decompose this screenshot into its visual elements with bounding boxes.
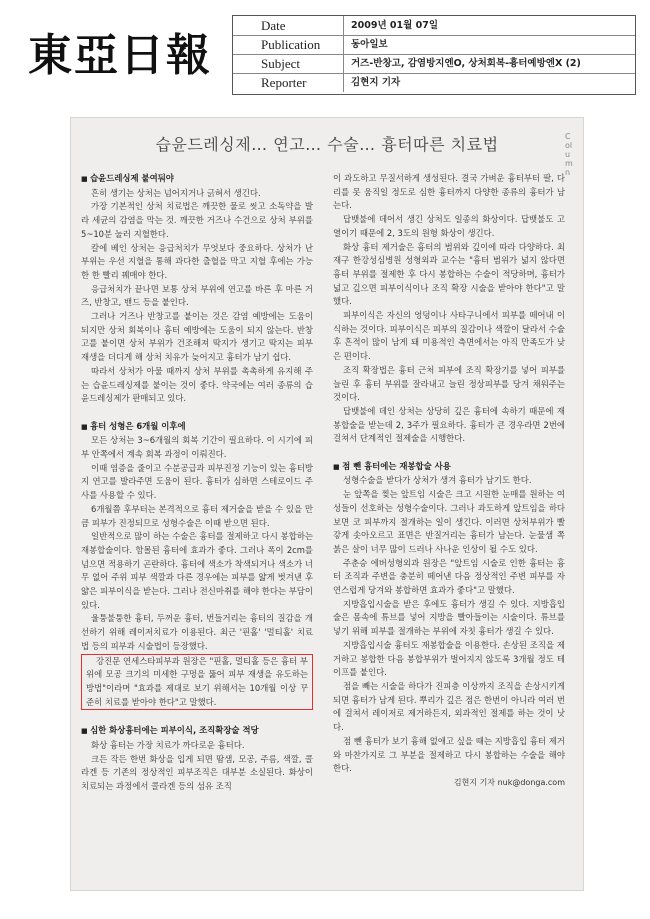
paragraph: 답뱃불에 데인 상처는 상당히 깊은 흉터에 속하기 때문에 재봉합술을 받는데 2, 3주가 필요하다. 흉터가 큰 경우라면 2번에 걸쳐서 단계적인 절제술을 시행한다. — [333, 405, 565, 444]
publication-value: 동아일보 — [351, 39, 388, 50]
paragraph: 눈 앞쪽을 찢는 앞트임 시술은 크고 시원한 눈매를 원하는 여성들이 선호하는 성형수술이다. 그러나 과도하게 앞트임을 하다 보면 코 피부까지 절개하는 일이 생긴다. 이러면 상처부위가 빨갛게 솟아오르고 표면은 반질거리는 흉터가 남는다. 눈물샘 쪽 붉은 살이 너무 많이 드러나 사나운 인상이 될 수도 있다. — [333, 489, 565, 554]
article-title: 습윤드레싱제… 연고… 수술… 흉터따른 치료법 — [155, 135, 499, 154]
paragraph: 칼에 베인 상처는 응급처치가 무엇보다 중요하다. 상처가 난 부위는 우선 지혈을 통해 과다한 출혈을 막고 지혈 후에는 가능한 한 빨리 꿰매야 한다. — [81, 242, 313, 280]
paragraph: 지방흡입시술을 받은 후에도 흉터가 생길 수 있다. 지방흡입술은 몸속에 튜브를 넣어 지방을 빨아들이는 시술이다. 튜브를 넣기 위해 피부를 절개하는 부위에 자칫 흉터가 생길 수 있다. — [333, 598, 565, 637]
paragraph: 답뱃불에 데어서 생긴 상처도 일종의 화상이다. 답뱃불도 고열이기 때문에 2, 3도의 원형 화상이 생긴다. — [333, 214, 565, 238]
paragraph: 지방흡입시술 흉터도 재봉합술을 이용한다. 손상된 조직을 제거하고 봉합한 다음 봉합부위가 벌어지지 않도록 3개월 정도 테이프를 붙인다. — [333, 639, 565, 678]
reporter-label: Reporter — [261, 75, 307, 90]
paragraph-gap — [81, 406, 313, 420]
publication-row — [233, 35, 635, 55]
paragraph: 화상 흉터는 가장 치료가 까다로운 흉터다. — [91, 739, 245, 750]
reporter-row — [233, 73, 635, 92]
paragraph: 이때 염증을 줄이고 수분공급과 피부진정 기능이 있는 흉터방지 연고를 발라주면 도움이 된다. 흉터가 심하면 스테로이드 주사를 사용할 수 있다. — [81, 462, 313, 501]
paragraph: 흔히 생기는 상처는 넘어지거나 긁혀서 생긴다. — [91, 187, 261, 198]
byline: 김현지 기자 nuk@donga.com — [453, 777, 565, 787]
subject-value: 거즈-반창고, 감염방지엔O, 상처회복-흉터예방엔X (2) — [351, 58, 581, 69]
info-header-table — [232, 15, 636, 95]
reporter-value: 김현지 기자 — [351, 77, 401, 88]
subject-row — [233, 54, 635, 74]
paragraph: 이 과도하고 무질서하게 생성된다. 결국 가벼운 흉터부터 팔, 다리를 못 움직일 정도로 심한 흉터까지 다양한 종류의 흉터가 남는다. — [333, 173, 565, 211]
subheading: ■ 점 뺀 흉터에는 재봉합술 사용 — [333, 460, 565, 475]
paragraph: 모든 상처는 3~6개월의 회복 기간이 필요하다. 이 시기에 피부 안쪽에서 계속 회복 과정이 이뤄진다. — [81, 435, 313, 460]
paragraph: 피부이식은 자신의 엉덩이나 사타구니에서 피부를 떼어내 이식하는 것이다. 피부이식은 피부의 질감이나 색깔이 달라서 수술 후 흔적이 많이 남게 돼 미용적인 측면에서는 아직 만족도가 낮은 편이다. — [333, 310, 565, 362]
paragraph-gap — [81, 710, 313, 724]
subheading: ■ 습윤드레싱제 붙여둬야 — [81, 172, 313, 187]
right-column — [333, 172, 565, 790]
subject-label: Subject — [261, 56, 300, 71]
paragraph: 성형수술을 받다가 상처가 생겨 흉터가 남기도 한다. — [343, 475, 532, 486]
paragraph: 크든 작든 한번 화상을 입게 되면 땀샘, 모공, 주름, 색깔, 콜라겐 등 기존의 정상적인 피부조직은 대부분 소실된다. 화상이 치료되는 과정에서 콜라겐 등의 섬유 조직 — [81, 753, 313, 791]
vertical-mark: Column — [565, 132, 573, 177]
newspaper-logo: 東亞日報 — [28, 30, 212, 81]
paragraph: 울퉁불퉁한 흉터, 두꺼운 흉터, 번들거리는 흉터의 질감을 개선하기 위해 레이저치료가 이용된다. 최근 '핀홀' '멀티홀' 치료법 등의 피부과 시술법이 등장했다. — [81, 613, 313, 651]
paragraph: 6개월쯤 후부터는 본격적으로 흉터 제거술을 받을 수 있을 만큼 피부가 진정되므로 성형수술은 이때 받으면 된다. — [81, 503, 313, 528]
date-row — [233, 16, 635, 36]
left-column — [81, 172, 313, 794]
publication-label: Publication — [261, 37, 321, 52]
highlighted-quote: 강진문 연세스타피부과 원장은 "핀홀, 멀티홀 등은 흉터 부위에 모공 크기의 미세한 구멍을 뚫어 피부 재생을 유도하는 방법"이라며 "효과를 제대로 보기 위해서는 10개월 이상 꾸준히 치료를 받아야 한다"고 말했다. — [81, 654, 313, 711]
paragraph: 일반적으로 많이 하는 수술은 흉터를 절제하고 다시 봉합하는 재봉합술이다. 함몰된 흉터에 효과가 좋다. 그러나 폭이 2cm를 넘으면 적용하기 곤란하다. 흉터에 색소가 착색되거나 색소가 너무 없어 주위 피부 색깔과 다른 경우에는 피부를 얇게 벗겨낸 후 얇은 피부이식을 받는다. 그러나 전신마취를 해야 한다는 부담이 있다. — [81, 531, 313, 610]
paragraph-gap — [333, 446, 565, 460]
date-value: 2009년 01월 07일 — [351, 20, 439, 31]
paragraph: 응급처치가 끝나면 보통 상처 부위에 연고를 바른 후 마른 거즈, 반창고, 밴드 등을 붙인다. — [81, 283, 313, 308]
paragraph: 주춘승 에버성형외과 원장은 "앞트임 시술로 인한 흉터는 흉터 조직과 주변을 충분히 떼어낸 다음 정상적인 주변 피부를 자연스럽게 당겨와 봉합하면 효과가 좋다"고 말했다. — [333, 557, 565, 596]
paragraph: 가장 기본적인 상처 치료법은 깨끗한 물로 씻고 소독약을 발라 세균의 감염을 막는 것. 깨끗한 거즈나 수건으로 상처 부위를 5~10분 눌러 지혈한다. — [81, 201, 313, 239]
subheading: ■ 심한 화상흉터에는 피부이식, 조직확장술 적당 — [81, 724, 313, 739]
article-clipping — [70, 117, 584, 891]
subheading: ■ 흉터 성형은 6개월 이후에 — [81, 420, 313, 435]
paragraph: 화상 흉터 제거술은 흉터의 범위와 깊이에 따라 다양하다. 최재구 한강성심병원 성형외과 교수는 "흉터 범위가 넓지 않다면 흉터 부위를 절제한 후 다시 봉합하는 수술이 적당하며, 흉터가 넓고 깊으면 피부이식이나 조직 확장 시술을 받아야 한다"고 말했다. — [333, 241, 565, 307]
paragraph: 점을 빼는 시술을 하다가 진피층 이상까지 조직을 손상시키게 되면 흉터가 남게 된다. 뿌리가 깊은 점은 한번이 아니라 여러 번에 걸쳐서 레이저로 제거하든지, 외과적인 절제를 하는 것이 낫다. — [333, 681, 565, 733]
paragraph: 그러나 거즈나 반창고를 붙이는 것은 감염 예방에는 도움이 되지만 상처 회복이나 흉터 예방에는 도움이 되지 않는다. 반창고를 붙이면 상처 부위가 건조해져 딱지가 생기고 딱지는 피부 재생을 더디게 해 상처 치유가 늦어지고 흉터가 남기 쉽다. — [81, 311, 313, 363]
date-label: Date — [261, 18, 286, 33]
paragraph: 따라서 상처가 아물 때까지 상처 부위를 촉촉하게 유지해 주는 습윤드레싱제를 붙이는 것이 좋다. 약국에는 여러 종류의 습윤드레싱제가 판매되고 있다. — [81, 365, 313, 404]
paragraph: 조직 확장법은 흉터 근처 피부에 조직 확장기를 넣어 피부를 늘린 후 흉터 부위를 잘라내고 늘린 정상피부를 당겨 채워주는 것이다. — [333, 364, 565, 403]
paragraph: 점 뺀 흉터가 보기 흉해 없애고 싶을 때는 지방흡입 흉터 제거와 마찬가지로 그 부분을 절제하고 다시 봉합하는 수술을 해야 한다. — [333, 735, 565, 774]
